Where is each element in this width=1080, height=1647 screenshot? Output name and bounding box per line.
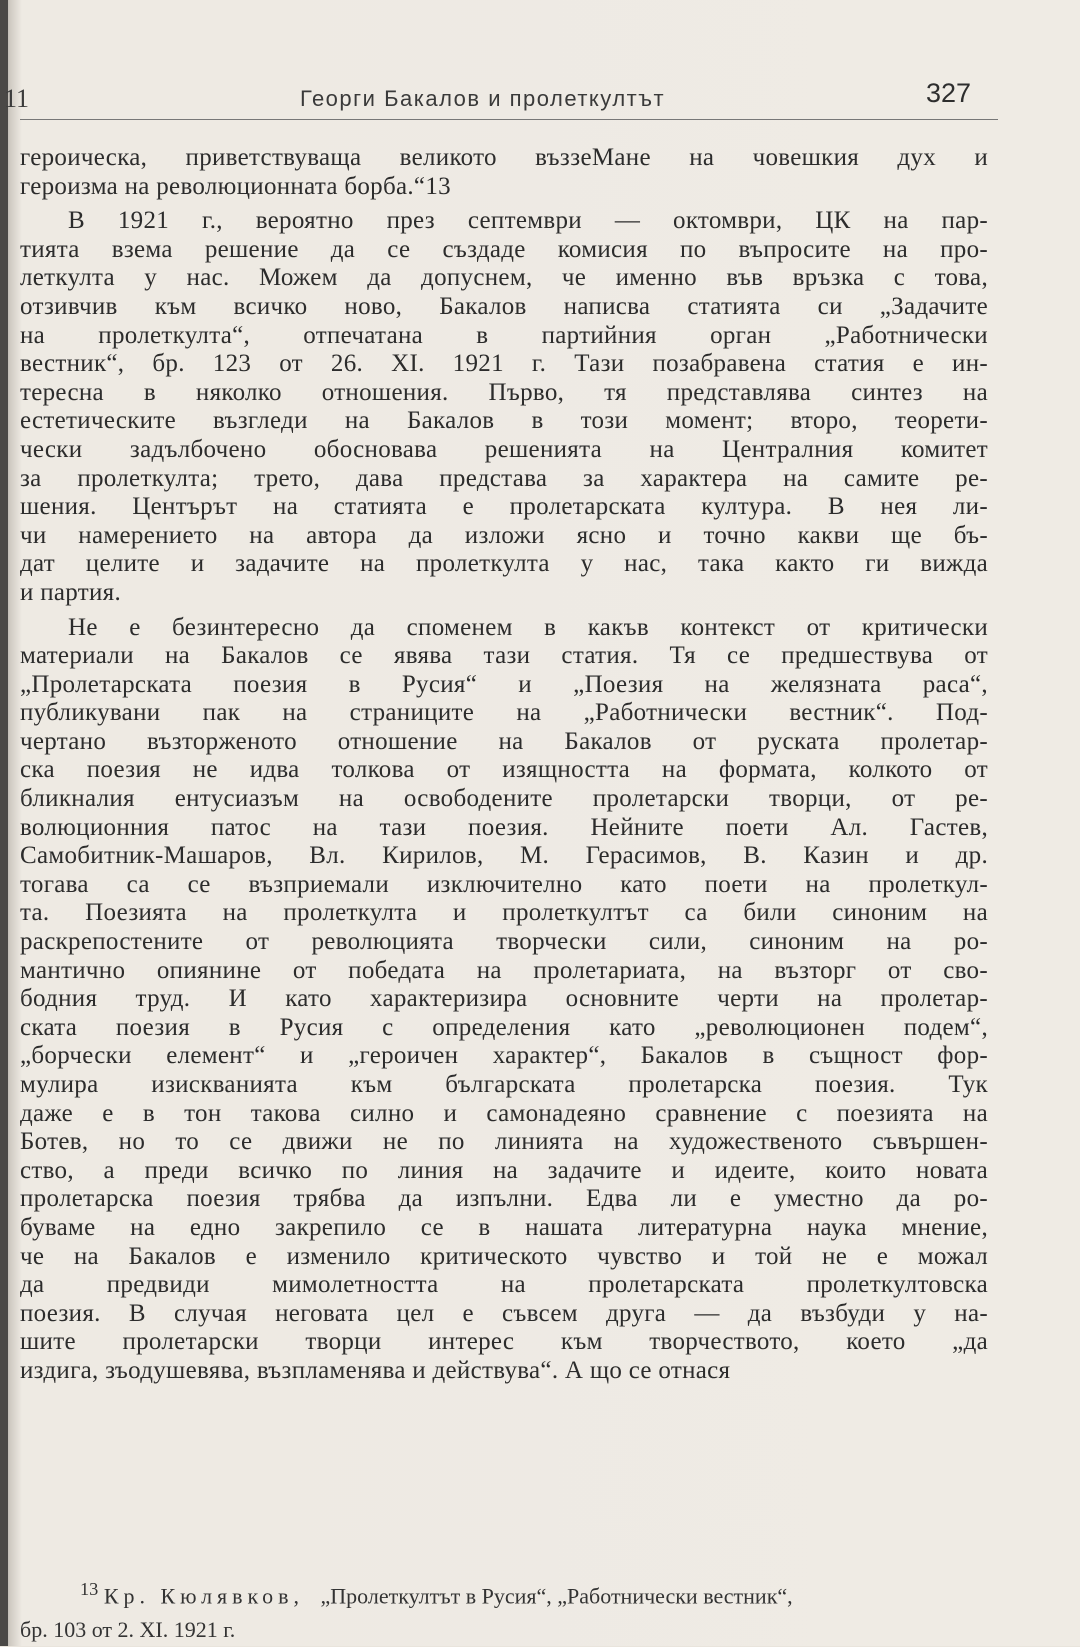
margin-mark: 11 bbox=[4, 84, 30, 113]
text-line: пролетарска поезия трябва да изпълни. Едва ли е уместно да ро- bbox=[20, 1185, 988, 1213]
running-title: Георги Бакалов и пролеткултът bbox=[300, 86, 666, 111]
text-line: Ботев, но то се движи не по линията на художественото съвършен- bbox=[20, 1128, 988, 1156]
text-line: материали на Бакалов се явява тази статия. Тя се предшествува от bbox=[20, 642, 988, 670]
body-text bbox=[20, 144, 988, 1386]
text-line: В 1921 г., вероятно през септември — октомври, ЦК на пар- bbox=[68, 207, 988, 235]
text-line: буваме на едно закрепило се в нашата литературна наука мнение, bbox=[20, 1213, 988, 1241]
text-line: волюционния патос на тази поезия. Нейните поети Ал. Гастев, bbox=[20, 813, 988, 841]
text-line: тогава са се възприемали изключително като поети на пролеткул- bbox=[20, 870, 988, 898]
footnote-line-1 bbox=[20, 1572, 1000, 1613]
text-line: шения. Центърът на статията е пролетарската култура. В нея ли- bbox=[20, 493, 988, 521]
header-rule bbox=[20, 119, 998, 120]
text-line: тересна в няколко отношения. Първо, тя представлява синтез на bbox=[20, 378, 988, 406]
footnote-author: Кр. Кюлявков, bbox=[103, 1583, 305, 1609]
text-line: раскрепостените от революцията творчески сили, синоним на ро- bbox=[20, 928, 988, 956]
text-line: даже е в тон такова силно и самонадеяно сравнение с поезията на bbox=[20, 1099, 988, 1127]
footnote-line-2: бр. 103 от 2. XI. 1921 г. bbox=[20, 1617, 236, 1643]
text-line: на пролеткулта“, отпечатана в партийния орган „Работнически bbox=[20, 321, 988, 349]
text-line: мантично опиянине от победата на пролетариата, на възторг от сво- bbox=[20, 956, 988, 984]
text-line: шите пролетарски творци интерес към творчеството, което „да bbox=[20, 1328, 988, 1356]
text-line: да предвиди мимолетността на пролетарската пролеткултовска bbox=[20, 1271, 988, 1299]
text-line: героизма на революционната борба.“13 bbox=[20, 172, 451, 200]
text-line: естетическите възгледи на Бакалов в този момент; второ, теорети- bbox=[20, 407, 988, 435]
paragraph bbox=[20, 207, 988, 607]
text-line: издига, зъодушевява, възпламенява и действува“. А що се отнася bbox=[20, 1356, 731, 1384]
book-binding-edge bbox=[0, 0, 8, 1646]
footnote-number: 13 bbox=[80, 1579, 99, 1599]
text-line: героическа, приветствуваща великото въззеMане на човешкия дух и bbox=[20, 144, 988, 171]
running-header bbox=[0, 76, 1000, 116]
footnote-source: „Пролеткултът в Русия“, „Работнически вестник“, bbox=[320, 1583, 793, 1609]
text-line: ство, а преди всичко по линия на задачите и идеите, които новата bbox=[20, 1156, 988, 1184]
text-line: поезия. В случая неговата цел е съвсем друга — да възбуди у на- bbox=[20, 1299, 988, 1327]
text-line: та. Поезията на пролеткулта и пролеткултът са били синоним на bbox=[20, 899, 988, 927]
text-line: чески задълбочено обосновава решенията на Централния комитет bbox=[20, 435, 988, 463]
text-line: тията взема решение да се създаде комисия по въпросите на про- bbox=[20, 235, 988, 263]
text-line: бодния труд. И като характеризира основните черти на пролетар- bbox=[20, 985, 988, 1013]
text-line: вестник“, бр. 123 от 26. XI. 1921 г. Тази позабравена статия е ин- bbox=[20, 350, 988, 378]
text-line: публикувани пак на страниците на „Работнически вестник“. Под- bbox=[20, 699, 988, 727]
text-line: ската поезия в Русия с определения като „революционен подем“, bbox=[20, 1013, 988, 1041]
footnote bbox=[20, 1572, 1000, 1647]
text-line: „Пролетарската поезия в Русия“ и „Поезия на желязната раса“, bbox=[20, 670, 988, 698]
text-line: „борчески елемент“ и „героичен характер“, Бакалов в същност фор- bbox=[20, 1042, 988, 1070]
text-line: бликналия ентусиазъм на освободените пролетарски творци, от ре- bbox=[20, 785, 988, 813]
paragraph bbox=[20, 614, 988, 1386]
text-line: дат целите и задачите на пролеткулта у нас, така както ги вижда bbox=[20, 550, 988, 578]
text-line: чи намерението на автора да изложи ясно и точно какви ще бъ- bbox=[20, 521, 988, 549]
text-line: и партия. bbox=[20, 578, 122, 606]
text-line: Не е безинтересно да споменем в какъв контекст от критически bbox=[68, 613, 988, 641]
text-line: че на Бакалов е изменило критическото чувство и той не е можал bbox=[20, 1242, 988, 1270]
text-line: леткулта у нас. Можем да допуснем, че именно във връзка с това, bbox=[20, 264, 988, 292]
paragraph bbox=[20, 144, 988, 201]
text-line: мулира изискванията към българската пролетарска поезия. Тук bbox=[20, 1071, 988, 1098]
text-line: за пролеткулта; трето, дава представа за характера на самите ре- bbox=[20, 464, 988, 492]
text-line: Самобитник-Машаров, Вл. Кирилов, М. Герасимов, В. Казин и др. bbox=[20, 842, 988, 870]
page-number: 327 bbox=[926, 78, 972, 108]
text-line: чертано възторженото отношение на Бакалов от руската пролетар- bbox=[20, 727, 988, 755]
text-line: отзивчив към всичко ново, Бакалов написва статията си „Задачите bbox=[20, 292, 988, 320]
text-line: ска поезия не идва толкова от изящността на формата, колкото от bbox=[20, 756, 988, 784]
